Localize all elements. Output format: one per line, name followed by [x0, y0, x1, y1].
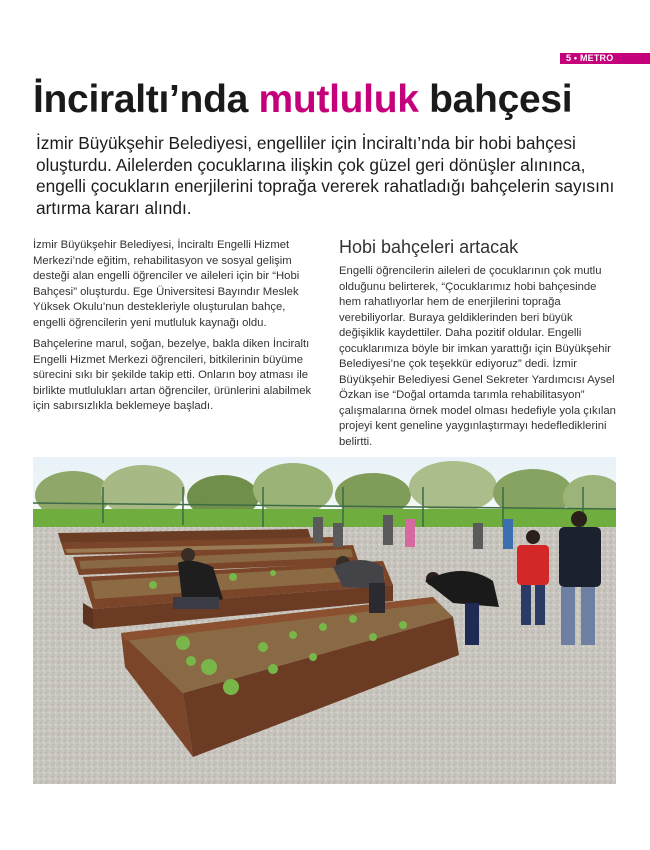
- headline-part-3: bahçesi: [418, 78, 573, 121]
- headline-part-1: İnciraltı’nda: [33, 78, 259, 121]
- article-headline: [33, 78, 633, 122]
- body-paragraph-3: Engelli öğrencilerin aileleri de çocuklarının çok mutlu olduğunu belirterek, “Çocuklarımız hobi bahçesinde hem rahatlıyorlar hem de enerjilerini toprağa verebiliyorlar. Buraya geldiklerinden beri büyük değişiklik kaydettiler. Daha pozitif oldular. Engelli çocuklarımıza böyle bir imkan yarattığı için Büyükşehir Belediyesi’ne çok teşekkür ediyoruz” dedi. İzmir Büyükşehir Belediyesi Genel Sekreter Yardımcısı Aysel Özkan ise “Doğal ortamda tarımla rehabilitasyon” çalışmalarına örnek model olması hedefiyle yola çıkılan projeyi kent geneline yaygınlaştırmayı hedeflediklerini belirtti.: [339, 265, 616, 448]
- garden-photo: [33, 457, 616, 784]
- headline-accent-word: mutluluk: [258, 78, 419, 121]
- page-section-tag: 5 • METRO: [560, 53, 650, 64]
- left-text-column: [33, 238, 313, 421]
- body-paragraph-2: Bahçelerine marul, soğan, bezelye, bakla diken İnciraltı Engelli Hizmet Merkezi öğrencileri, bitkilerinin büyüme sürecini sıkı bir şekilde takip etti. Onların boy atması ile birlikte mutlulukları artan öğrenciler, ürünlerini alabilmek için sabırsızlıkla beklemeye başladı.: [33, 338, 312, 412]
- body-paragraph-1: İzmir Büyükşehir Belediyesi, İnciraltı Engelli Hizmet Merkezi’nde eğitim, rehabilitasyon ve sosyal gelişim desteği alan engelli öğrenciler ve aileleri için bir “Hobi Bahçesi” oluşturdu. Ege Üniversitesi Bayındır Meslek Yüksek Okulu’nun destekleriyle oluşturulan bahçe, engelli öğrencilerin yeni mutluluk kaynağı oldu.: [33, 239, 300, 329]
- right-text-column: [339, 236, 621, 450]
- article-lead: İzmir Büyükşehir Belediyesi, engelliler için İnciraltı’nda bir hobi bahçesi oluşturdu. Ailelerden çocuklarına ilişkin çok güzel geri dönüşler alınınca, engelli çocukların enerjilerini toprağa vererek rahatladığı bahçelerin sayısını artırma kararı alındı.: [36, 133, 615, 218]
- section-subheading: Hobi bahçeleri artacak: [339, 237, 519, 257]
